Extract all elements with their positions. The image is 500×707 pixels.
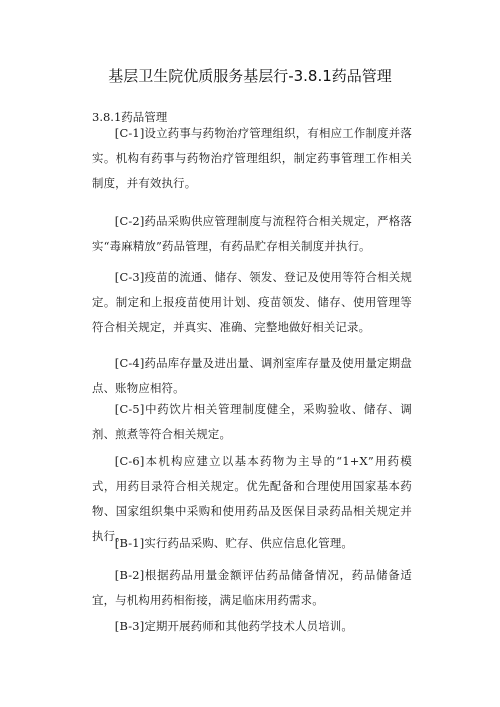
paragraph-c5: [C-5]中药饮片相关管理制度健全，采购验收、储存、调剂、煎煮等符合相关规定。 bbox=[92, 402, 412, 441]
paragraph-c4: [C-4]药品库存量及进出量、调剂室库存量及使用量定期盘点、账物应相符。 bbox=[92, 356, 412, 395]
paragraph-b2: [B-2]根据药品用量金额评估药品储备情况，药品储备适宜，与机构用药相衔接，满足临床用药需求。 bbox=[92, 568, 412, 607]
paragraph-b3: [B-3]定期开展药师和其他药学技术人员培训。 bbox=[114, 619, 353, 633]
document-title: 基层卫生院优质服务基层行-3.8.1药品管理 bbox=[108, 67, 392, 85]
paragraph-c1: [C-1]设立药事与药物治疗管理组织，有相应工作制度并落实。机构有药事与药物治疗管理组织，制定药事管理工作相关制度，并有效执行。 bbox=[92, 126, 412, 190]
section-heading: 3.8.1药品管理 bbox=[92, 110, 168, 124]
paragraph-c2: [C-2]药品采购供应管理制度与流程符合相关规定，严格落实“毒麻精放”药品管理，有药品贮存相关制度并执行。 bbox=[92, 214, 412, 253]
paragraph-c3: [C-3]疫苗的流通、储存、领发、登记及使用等符合相关规定。制定和上报疫苗使用计划、疫苗领发、储存、使用管理等符合相关规定，并真实、准确、完整地做好相关记录。 bbox=[92, 270, 412, 334]
paragraph-c6: [C-6]本机构应建立以基本药物为主导的“1+X”用药模式，用药目录符合相关规定。优先配备和合理使用国家基本药物、国家组织集中采购和使用药品及医保目录药品相关规定并执行。 bbox=[92, 454, 412, 543]
paragraph-b1: [B-1]实行药品采购、贮存、供应信息化管理。 bbox=[114, 536, 353, 550]
